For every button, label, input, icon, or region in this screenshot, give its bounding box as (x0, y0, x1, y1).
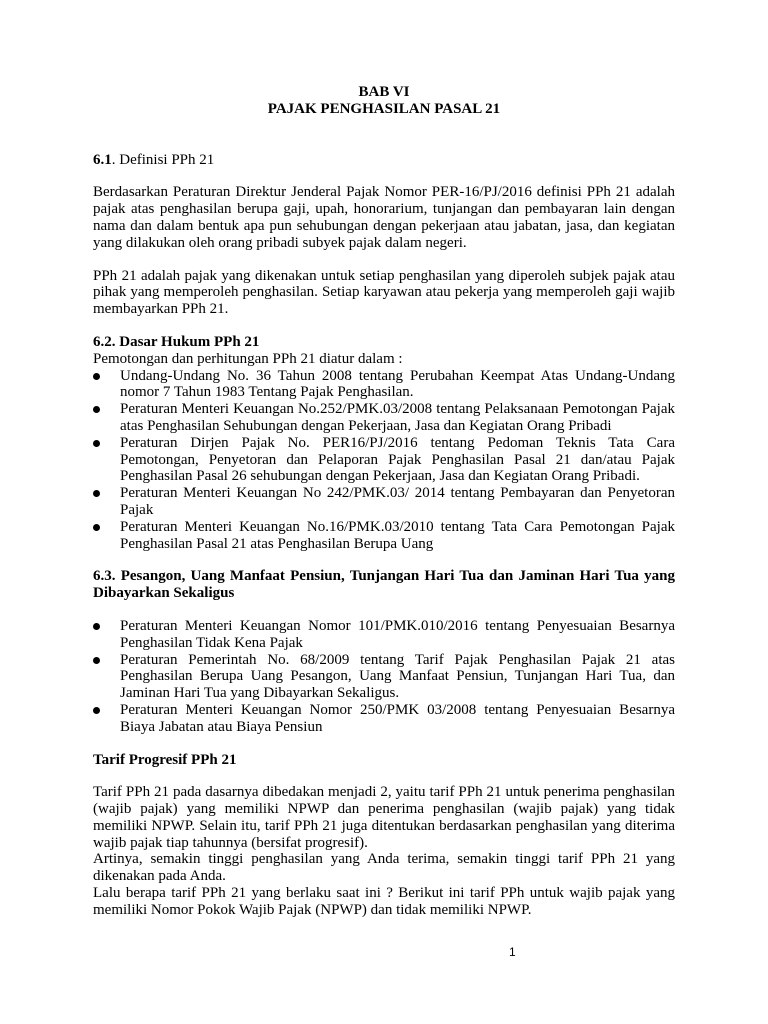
bullet-icon (93, 406, 100, 413)
tarif-paragraph-1: Tarif PPh 21 pada dasarnya dibedakan menjadi 2, yaitu tarif PPh 21 untuk penerima penghasilan (wajib pajak) yang memiliki NPWP dan penerima penghasilan (wajib pajak) yang tidak memiliki NPWP. Selain itu, tarif PPh 21 juga ditentukan berdasarkan penghasilan yang diterima wajib pajak tiap tahunnya (bersifat progresif). (93, 784, 675, 851)
section-heading-dasar-hukum: 6.2. Dasar Hukum PPh 21 (93, 333, 260, 350)
chapter-label: BAB VI (358, 84, 410, 100)
bullet-icon (93, 623, 100, 630)
bullet-icon (93, 657, 100, 664)
pesangon-list (93, 618, 675, 736)
bullet-icon (93, 373, 100, 380)
chapter-title: PAJAK PENGHASILAN PASAL 21 (267, 100, 501, 117)
list-item: Peraturan Menteri Keuangan Nomor 250/PMK 03/2008 tentang Penyesuaian Besarnya Biaya Jabatan atau Biaya Pensiun (93, 702, 675, 736)
section-heading-text: . Definisi PPh 21 (111, 151, 215, 168)
bullet-icon (93, 524, 100, 531)
bullet-icon (93, 490, 100, 497)
tarif-paragraph-2: Artinya, semakin tinggi penghasilan yang Anda terima, semakin tinggi tarif PPh 21 yang dikenakan pada Anda. (93, 851, 675, 885)
definisi-paragraph-1: Berdasarkan Peraturan Direktur Jenderal Pajak Nomor PER-16/PJ/2016 definisi PPh 21 adalah pajak atas penghasilan berupa gaji, upah, honorarium, tunjangan dan pembayaran lain dengan nama dan dalam bentuk apa pun sehubungan dengan pekerjaan atau jabatan, jasa, dan kegiatan yang dilakukan oleh orang pribadi subyek pajak dalam negeri. (93, 184, 675, 251)
bullet-icon (93, 440, 100, 447)
definisi-paragraph-2: PPh 21 adalah pajak yang dikenakan untuk setiap penghasilan yang diperoleh subjek pajak atau pihak yang memperoleh penghasilan. Setiap karyawan atau pekerja yang memperoleh gaji wajib membayarkan PPh 21. (93, 267, 675, 318)
list-item: Peraturan Pemerintah No. 68/2009 tentang Tarif Pajak Penghasilan Pajak 21 atas Penghasilan Berupa Uang Pesangon, Uang Manfaat Pensiun, Tunjangan Hari Tua, dan Jaminan Hari Tua yang Dibayarkan Sekaligus. (93, 652, 675, 702)
list-item: Peraturan Menteri Keuangan No 242/PMK.03/ 2014 tentang Pembayaran dan Penyetoran Pajak (93, 485, 675, 519)
list-item: Peraturan Menteri Keuangan Nomor 101/PMK.010/2016 tentang Penyesuaian Besarnya Penghasilan Tidak Kena Pajak (93, 618, 675, 652)
section-heading-definisi (93, 152, 675, 169)
tarif-paragraph-3: Lalu berapa tarif PPh 21 yang berlaku saat ini ? Berikut ini tarif PPh untuk wajib pajak yang memiliki Nomor Pokok Wajib Pajak (NPWP) dan tidak memiliki NPWP. (93, 885, 675, 918)
dasar-hukum-list (93, 368, 675, 553)
page-number: 1 (509, 945, 516, 959)
dasar-hukum-intro: Pemotongan dan perhitungan PPh 21 diatur dalam : (93, 350, 403, 367)
list-item: Peraturan Dirjen Pajak No. PER16/PJ/2016 tentang Pedoman Teknis Tata Cara Pemotongan, Penyetoran dan Pelaporan Pajak Penghasilan Pasal 21 dan/atau Pajak Penghasilan Pasal 26 sehubungan dengan Pekerjaan, Jasa dan Kegiatan Orang Pribadi. (93, 435, 675, 485)
list-item: Peraturan Menteri Keuangan No.252/PMK.03/2008 tentang Pelaksanaan Pemotongan Pajak atas Penghasilan Sehubungan dengan Pekerjaan, Jasa dan Kegiatan Orang Pribadi (93, 401, 675, 435)
list-item: Peraturan Menteri Keuangan No.16/PMK.03/2010 tentang Tata Cara Pemotongan Pajak Penghasilan Pasal 21 atas Penghasilan Berupa Uang (93, 519, 675, 553)
list-item: Undang-Undang No. 36 Tahun 2008 tentang Perubahan Keempat Atas Undang-Undang nomor 7 Tahun 1983 Tentang Pajak Penghasilan. (93, 368, 675, 402)
section-heading-number: 6.1 (93, 151, 112, 168)
section-heading-tarif: Tarif Progresif PPh 21 (93, 751, 237, 768)
bullet-icon (93, 707, 100, 714)
section-heading-pesangon: 6.3. Pesangon, Uang Manfaat Pensiun, Tunjangan Hari Tua dan Jaminan Hari Tua yang Dibayarkan Sekaligus (93, 568, 675, 602)
document-page (93, 80, 675, 919)
